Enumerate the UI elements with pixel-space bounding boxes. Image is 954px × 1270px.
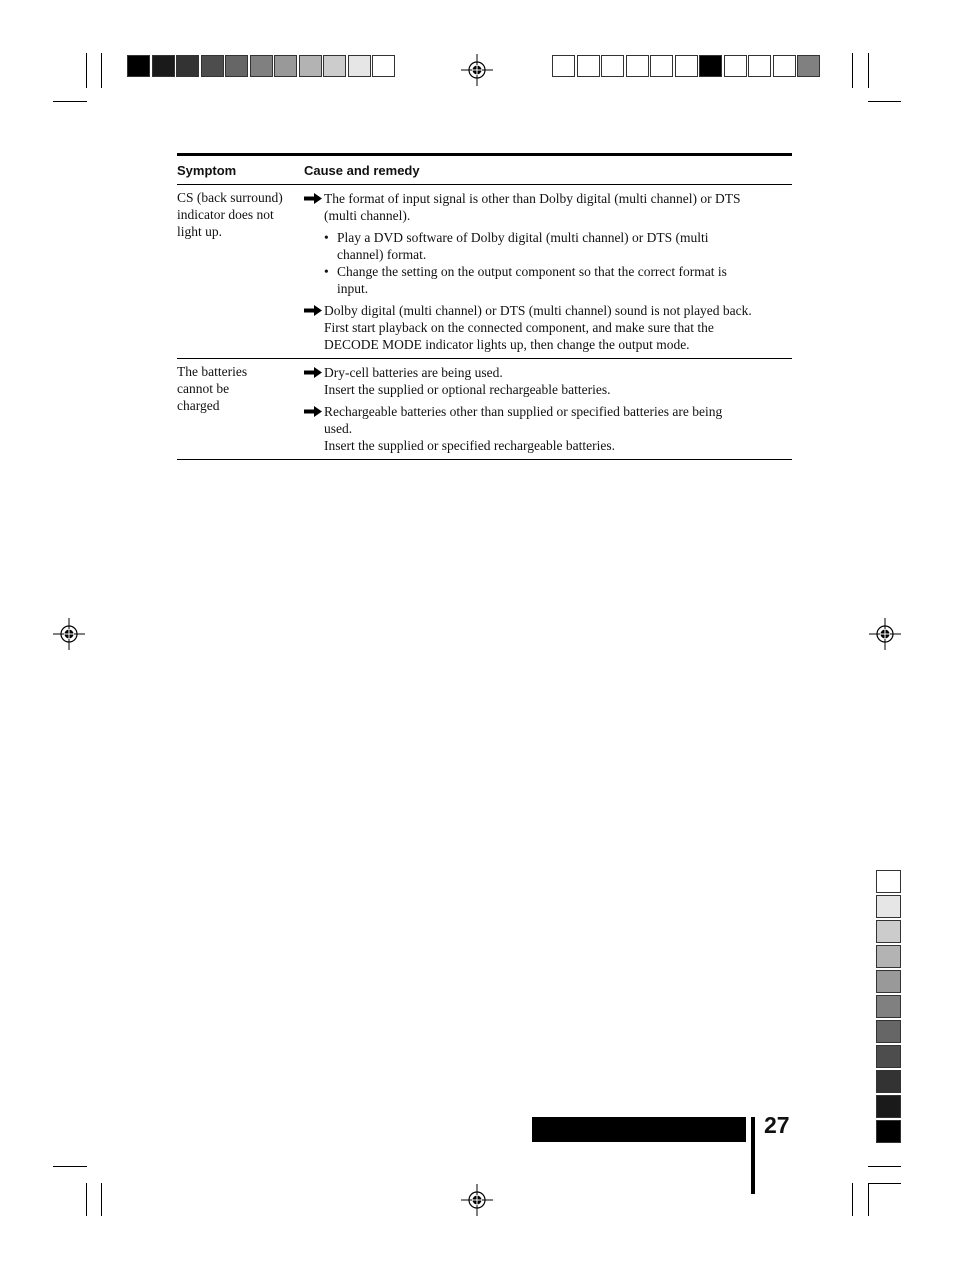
color-swatch [323, 55, 346, 77]
cause-line: Dry-cell batteries are being used. [324, 365, 503, 380]
color-swatch [127, 55, 150, 77]
bullet: • [324, 264, 329, 279]
symptom-cell [177, 359, 304, 459]
remedy-line: Change the setting on the output component so that the correct format is [337, 264, 727, 279]
cause-line: DECODE MODE indicator lights up, then change the output mode. [324, 337, 690, 352]
color-swatch [626, 55, 649, 77]
table-body [177, 185, 792, 460]
cause-line: Rechargeable batteries other than supplied or specified batteries are being [324, 404, 723, 419]
registration-mark-icon [869, 618, 901, 650]
cause-line: used. [324, 421, 353, 436]
cause-entry [304, 364, 792, 398]
table-row [177, 185, 792, 358]
color-swatch [773, 55, 796, 77]
remedy-line: Play a DVD software of Dolby digital (multi channel) or DTS (multi [337, 230, 709, 245]
header-symptom: Symptom [177, 162, 237, 178]
side-tab-swatch [876, 1095, 901, 1118]
side-tab-swatch [876, 895, 901, 918]
page-number-bar [532, 1117, 746, 1142]
cause-entry [304, 190, 792, 224]
symptom-line: The batteries [177, 364, 248, 379]
cause-line: Insert the supplied or specified rechargeable batteries. [324, 438, 616, 453]
symptom-line: indicator does not [177, 207, 274, 222]
cause-remedy-cell [304, 185, 792, 358]
cause-line: First start playback on the connected component, and make sure that the [324, 320, 714, 335]
cause-line: Insert the supplied or optional rechargeable batteries. [324, 382, 611, 397]
remedy-list [304, 229, 792, 297]
symptom-cell [177, 185, 304, 358]
table-header-row [177, 156, 792, 184]
remedy-item [304, 263, 792, 297]
side-tab-swatch [876, 995, 901, 1018]
page-number-rule [751, 1117, 755, 1194]
cause-line: (multi channel). [324, 208, 411, 223]
registration-mark-icon [53, 618, 85, 650]
color-swatch [699, 55, 722, 77]
remedy-line: channel) format. [337, 247, 427, 262]
color-swatch [274, 55, 297, 77]
troubleshooting-table [177, 153, 792, 460]
cause-line: Dolby digital (multi channel) or DTS (multi channel) sound is not played back. [324, 303, 752, 318]
right-arrow-icon [304, 193, 322, 204]
symptom-line: light up. [177, 224, 223, 239]
color-swatch [250, 55, 273, 77]
symptom-line: cannot be [177, 381, 230, 396]
right-arrow-icon [304, 305, 322, 316]
color-swatch [372, 55, 395, 77]
color-swatch [797, 55, 820, 77]
color-swatch [201, 55, 224, 77]
header-cause-and-remedy: Cause and remedy [304, 162, 420, 178]
right-arrow-icon [304, 367, 322, 378]
cause-line: The format of input signal is other than Dolby digital (multi channel) or DTS [324, 191, 741, 206]
color-swatch [577, 55, 600, 77]
remedy-line: input. [337, 281, 369, 296]
cause-entry [304, 403, 792, 454]
right-arrow-icon [304, 406, 322, 417]
side-tab-swatch [876, 970, 901, 993]
side-tab-swatch [876, 1045, 901, 1068]
color-swatch [348, 55, 371, 77]
side-tab-swatch [876, 1120, 901, 1143]
row-rule [177, 459, 792, 460]
side-tab-swatch [876, 920, 901, 943]
side-tab-swatch [876, 1020, 901, 1043]
color-swatch [225, 55, 248, 77]
color-swatch [650, 55, 673, 77]
symptom-line: CS (back surround) [177, 190, 283, 205]
color-swatch [299, 55, 322, 77]
color-swatch [601, 55, 624, 77]
side-tab-swatch [876, 945, 901, 968]
symptom-line: charged [177, 398, 220, 413]
registration-mark-icon [461, 54, 493, 86]
color-swatch [152, 55, 175, 77]
cause-remedy-cell [304, 359, 792, 459]
color-swatch [748, 55, 771, 77]
color-swatch [552, 55, 575, 77]
side-tab-swatch [876, 870, 901, 893]
color-swatch [176, 55, 199, 77]
registration-mark-icon [461, 1184, 493, 1216]
cause-entry [304, 302, 792, 353]
bullet: • [324, 230, 329, 245]
page-number: 27 [764, 1112, 790, 1138]
color-swatch [675, 55, 698, 77]
side-tab-swatch [876, 1070, 901, 1093]
remedy-item [304, 229, 792, 263]
table-row [177, 359, 792, 459]
color-swatch [724, 55, 747, 77]
